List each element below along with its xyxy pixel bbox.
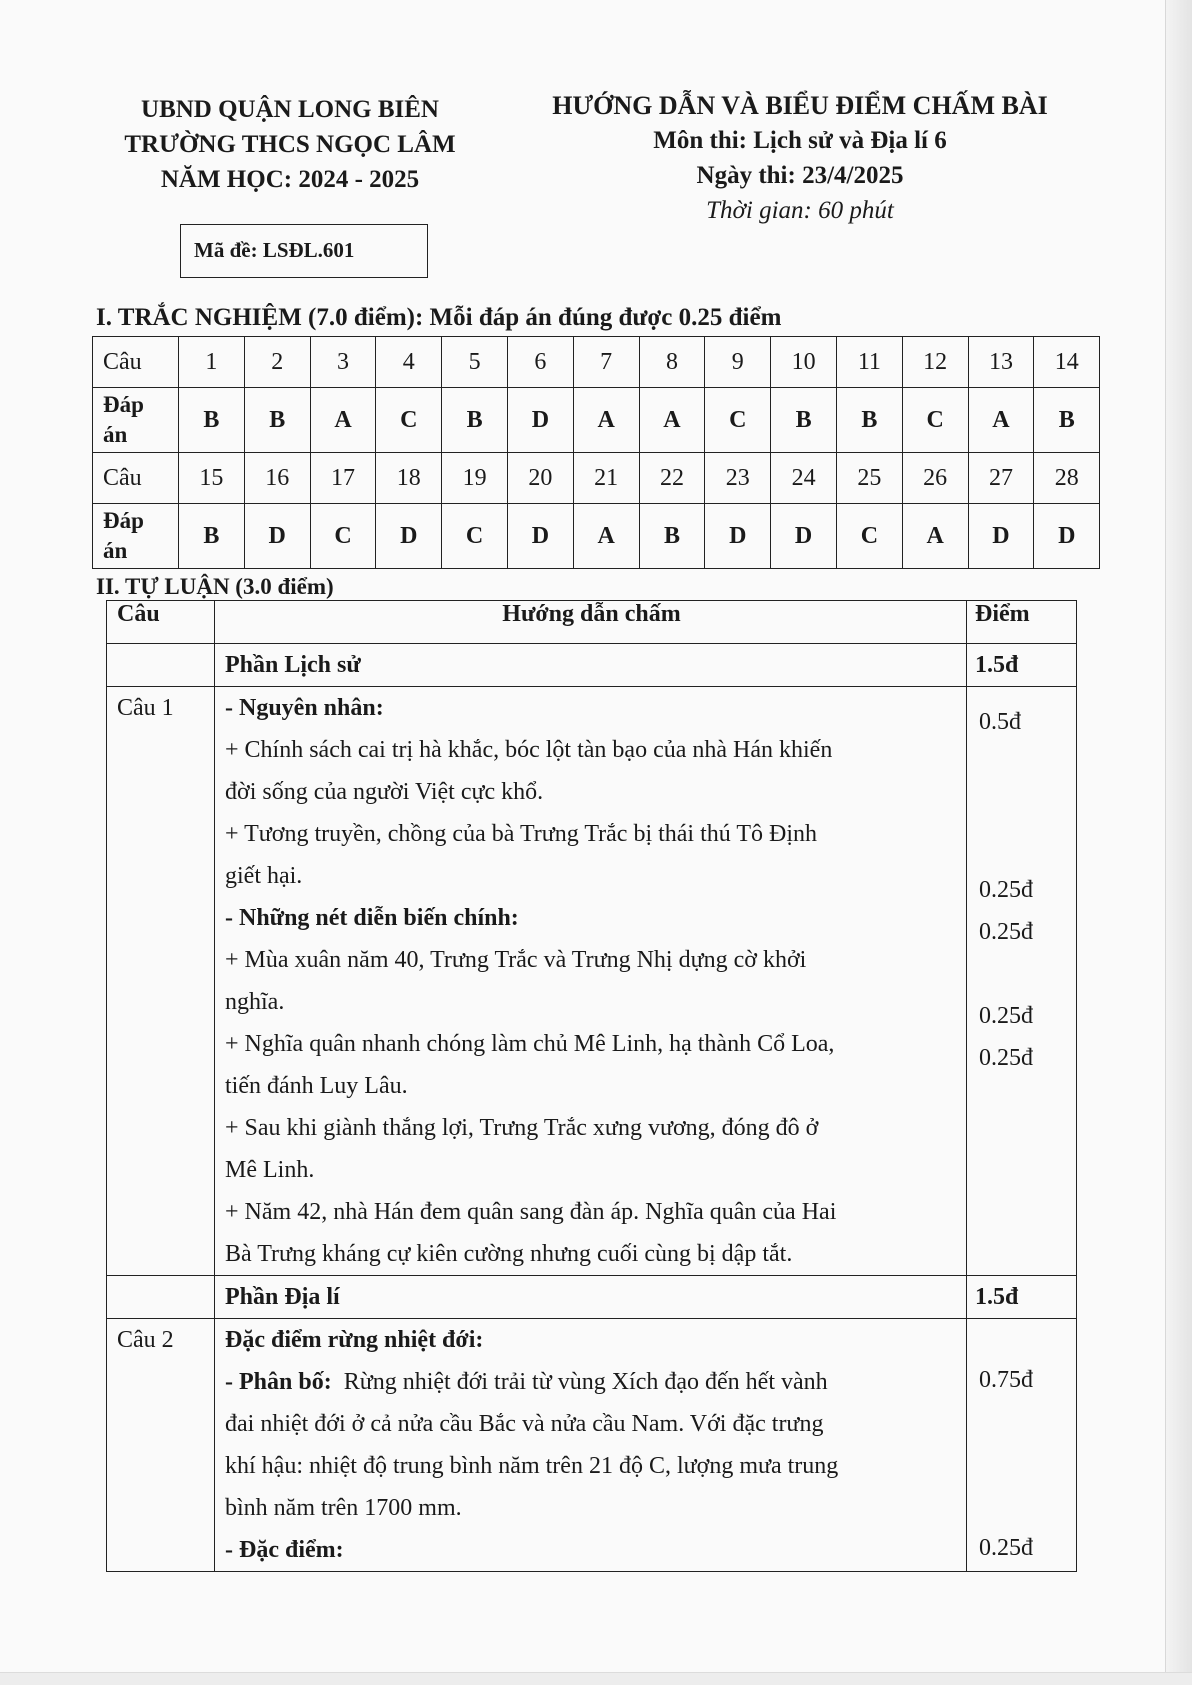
answer-cell: A xyxy=(573,504,639,569)
question-number-cell: 12 xyxy=(902,337,968,388)
page-edge xyxy=(1165,0,1192,1685)
history-part-row xyxy=(107,644,1077,687)
question-number-cell: 3 xyxy=(310,337,376,388)
section1-title: I. TRẮC NGHIỆM (7.0 điểm): Mỗi đáp án đúng được 0.25 điểm xyxy=(96,304,782,331)
question-number-cell: 1 xyxy=(179,337,245,388)
history-line: giết hại. xyxy=(225,863,303,889)
history-line: + Sau khi giành thắng lợi, Trưng Trắc xưng vương, đóng đô ở xyxy=(225,1115,819,1141)
multiple-choice-answer-table xyxy=(92,336,1100,569)
answer-cell: D xyxy=(244,504,310,569)
question-number-cell: 22 xyxy=(639,453,705,504)
history-line: - Những nét diễn biến chính: xyxy=(225,905,519,931)
answer-cell: C xyxy=(705,388,771,453)
answer-cell: D xyxy=(507,388,573,453)
score-value: 0.75đ xyxy=(979,1367,1033,1393)
history-question-label: Câu 1 xyxy=(107,687,215,1276)
history-line: nghĩa. xyxy=(225,989,285,1015)
question-number-cell: 21 xyxy=(573,453,639,504)
answer-cell: D xyxy=(507,504,573,569)
question-number-cell: 15 xyxy=(179,453,245,504)
document-header xyxy=(520,88,1080,228)
answer-cell: C xyxy=(442,504,508,569)
header-question: Câu xyxy=(107,601,215,644)
answer-cell: B xyxy=(771,388,837,453)
exam-code-box: Mã đề: LSĐL.601 xyxy=(180,224,428,278)
geography-part-title: Phần Địa lí xyxy=(215,1276,967,1319)
answer-cell: B xyxy=(179,504,245,569)
history-line: + Năm 42, nhà Hán đem quân sang đàn áp. Nghĩa quân của Hai xyxy=(225,1199,837,1225)
essay-grading-table xyxy=(106,600,1077,1572)
question-number-row xyxy=(93,453,1100,504)
history-guide xyxy=(215,687,967,1276)
geography-line: khí hậu: nhiệt độ trung bình năm trên 21 độ C, lượng mưa trung xyxy=(225,1453,839,1479)
history-part-title: Phần Lịch sử xyxy=(215,644,967,687)
exam-duration: Thời gian: 60 phút xyxy=(706,197,894,224)
history-line: + Tương truyền, chồng của bà Trưng Trắc bị thái thú Tô Định xyxy=(225,821,817,847)
answer-row xyxy=(93,504,1100,569)
answer-cell: A xyxy=(573,388,639,453)
answer-cell: C xyxy=(836,504,902,569)
geography-line xyxy=(225,1361,958,1403)
exam-date: Ngày thi: 23/4/2025 xyxy=(696,162,904,189)
distribution-label: - Phân bố: xyxy=(225,1369,332,1395)
history-line: + Nghĩa quân nhanh chóng làm chủ Mê Linh, hạ thành Cổ Loa, xyxy=(225,1031,835,1057)
answer-label-line: Đáp xyxy=(103,392,144,417)
answer-cell: D xyxy=(1034,504,1100,569)
answer-row xyxy=(93,388,1100,453)
question-number-cell: 11 xyxy=(836,337,902,388)
section2-title: II. TỰ LUẬN (3.0 điểm) xyxy=(96,574,334,599)
school-header xyxy=(95,92,485,197)
answer-cell: A xyxy=(902,504,968,569)
score-value: 0.25đ xyxy=(979,1003,1033,1029)
answer-cell: B xyxy=(244,388,310,453)
history-line: + Chính sách cai trị hà khắc, bóc lột tàn bạo của nhà Hán khiến xyxy=(225,737,833,763)
question-number-cell: 16 xyxy=(244,453,310,504)
answer-cell: A xyxy=(639,388,705,453)
question-number-cell: 14 xyxy=(1034,337,1100,388)
answer-cell: D xyxy=(771,504,837,569)
score-value: 0.25đ xyxy=(979,1045,1033,1071)
question-number-cell: 7 xyxy=(573,337,639,388)
answer-cell: C xyxy=(376,388,442,453)
score-value: 0.25đ xyxy=(979,919,1033,945)
subject-line: Môn thi: Lịch sử và Địa lí 6 xyxy=(653,127,947,154)
question-number-cell: 20 xyxy=(507,453,573,504)
score-value: 0.25đ xyxy=(979,877,1033,903)
answer-row-label xyxy=(93,504,179,569)
geography-part-score: 1.5đ xyxy=(967,1276,1077,1319)
answer-cell: B xyxy=(639,504,705,569)
history-line: tiến đánh Luy Lâu. xyxy=(225,1073,408,1099)
question-number-cell: 10 xyxy=(771,337,837,388)
header-score: Điểm xyxy=(967,601,1077,644)
question-number-cell: 8 xyxy=(639,337,705,388)
school-year: NĂM HỌC: 2024 - 2025 xyxy=(160,166,420,193)
answer-cell: C xyxy=(902,388,968,453)
question-number-cell: 26 xyxy=(902,453,968,504)
history-line: + Mùa xuân năm 40, Trưng Trắc và Trưng Nhị dựng cờ khởi xyxy=(225,947,807,973)
answer-label-line: án xyxy=(103,538,128,563)
question-number-cell: 17 xyxy=(310,453,376,504)
answer-cell: B xyxy=(179,388,245,453)
history-line: đời sống của người Việt cực khổ. xyxy=(225,779,544,805)
district-name: UBND QUẬN LONG BIÊN xyxy=(141,96,439,123)
answer-row-label xyxy=(93,388,179,453)
geography-question-row xyxy=(107,1319,1077,1572)
answer-cell: D xyxy=(705,504,771,569)
history-line: Bà Trưng kháng cự kiên cường nhưng cuối cùng bị dập tắt. xyxy=(225,1241,793,1267)
question-row-label: Câu xyxy=(93,337,179,388)
question-number-cell: 2 xyxy=(244,337,310,388)
question-row-label: Câu xyxy=(93,453,179,504)
history-question-row xyxy=(107,687,1077,1276)
geography-part-row xyxy=(107,1276,1077,1319)
header-guide: Hướng dẫn chấm xyxy=(215,601,967,644)
answer-label-line: án xyxy=(103,422,128,447)
answer-cell: B xyxy=(1034,388,1100,453)
geography-scores xyxy=(967,1319,1077,1572)
answer-cell: A xyxy=(968,388,1034,453)
answer-cell: A xyxy=(310,388,376,453)
geography-question-label: Câu 2 xyxy=(107,1319,215,1572)
geography-line: bình năm trên 1700 mm. xyxy=(225,1495,462,1521)
answer-cell: C xyxy=(310,504,376,569)
question-number-cell: 25 xyxy=(836,453,902,504)
score-value: 0.5đ xyxy=(979,709,1021,735)
geography-guide xyxy=(215,1319,967,1572)
question-number-cell: 5 xyxy=(442,337,508,388)
question-number-cell: 9 xyxy=(705,337,771,388)
answer-cell: D xyxy=(376,504,442,569)
page-bottom-edge xyxy=(0,1672,1192,1685)
question-number-cell: 28 xyxy=(1034,453,1100,504)
question-number-cell: 23 xyxy=(705,453,771,504)
geography-line: đai nhiệt đới ở cả nửa cầu Bắc và nửa cầu Nam. Với đặc trưng xyxy=(225,1411,824,1437)
history-scores xyxy=(967,687,1077,1276)
question-number-cell: 27 xyxy=(968,453,1034,504)
history-line: - Nguyên nhân: xyxy=(225,695,384,721)
answer-cell: B xyxy=(836,388,902,453)
essay-header-row xyxy=(107,601,1077,644)
answer-cell: D xyxy=(968,504,1034,569)
question-number-row xyxy=(93,337,1100,388)
distribution-text: Rừng nhiệt đới trải từ vùng Xích đạo đến hết vành xyxy=(343,1369,828,1395)
geography-heading: Đặc điểm rừng nhiệt đới: xyxy=(225,1327,484,1353)
school-name: TRƯỜNG THCS NGỌC LÂM xyxy=(124,131,456,158)
question-number-cell: 4 xyxy=(376,337,442,388)
question-number-cell: 24 xyxy=(771,453,837,504)
answer-label-line: Đáp xyxy=(103,508,144,533)
feature-label: - Đặc điểm: xyxy=(225,1537,344,1563)
history-part-score: 1.5đ xyxy=(967,644,1077,687)
question-number-cell: 18 xyxy=(376,453,442,504)
document-title: HƯỚNG DẪN VÀ BIỂU ĐIỂM CHẤM BÀI xyxy=(552,91,1048,120)
answer-cell: B xyxy=(442,388,508,453)
score-value: 0.25đ xyxy=(979,1535,1033,1561)
question-number-cell: 13 xyxy=(968,337,1034,388)
question-number-cell: 6 xyxy=(507,337,573,388)
question-number-cell: 19 xyxy=(442,453,508,504)
history-line: Mê Linh. xyxy=(225,1157,315,1183)
